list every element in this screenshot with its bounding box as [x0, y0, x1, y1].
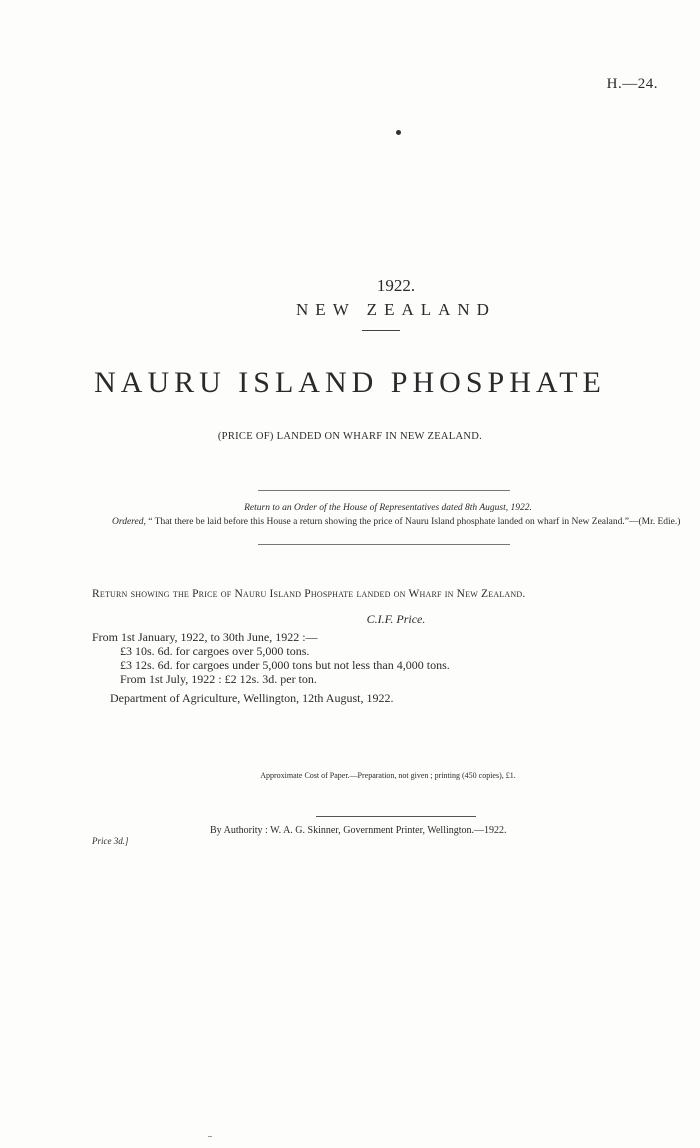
ordered-text: “ That there be laid before this House a return showing the price of Nauru Island phosphate landed on wharf in New Zealand.”—(Mr. Edie.) — [148, 517, 681, 527]
price-lines — [92, 630, 450, 686]
department-line: Department of Agriculture, Wellington, 12th August, 1922. — [110, 691, 394, 705]
cif-price-label: C.I.F. Price. — [366, 612, 426, 626]
title-rule — [362, 330, 400, 331]
year-heading: 1922. — [376, 276, 416, 295]
main-title: NAURU ISLAND PHOSPHATE — [94, 366, 606, 399]
subtitle: (PRICE OF) LANDED ON WHARF IN NEW ZEALAND. — [217, 431, 483, 442]
ordered-label: Ordered, — [112, 517, 146, 527]
price-line: From 1st July, 1922 : £2 12s. 3d. per ton. — [120, 672, 317, 686]
document-reference: H.—24. — [606, 76, 658, 92]
order-top-rule — [258, 490, 510, 491]
price-line: From 1st January, 1922, to 30th June, 1922 :— — [92, 630, 318, 644]
page-mark — [208, 1136, 212, 1137]
printer-authority: By Authority : W. A. G. Skinner, Government Printer, Wellington.—1922. — [210, 825, 507, 836]
price-line: £3 10s. 6d. for cargoes over 5,000 tons. — [120, 644, 310, 658]
order-bottom-rule — [258, 544, 510, 545]
country-heading: NEW ZEALAND — [296, 300, 496, 319]
footer-rule — [316, 816, 476, 817]
cost-of-paper-note: Approximate Cost of Paper.—Preparation, not given ; printing (450 copies), £1. — [260, 771, 516, 780]
printer-dot — [396, 130, 401, 135]
price-note: Price 3d.] — [92, 836, 129, 846]
price-line: £3 12s. 6d. for cargoes under 5,000 tons but not less than 4,000 tons. — [120, 658, 450, 672]
return-to-order-line: Return to an Order of the House of Representatives dated 8th August, 1922. — [244, 503, 532, 513]
return-heading: Return showing the Price of Nauru Island Phosphate landed on Wharf in New Zealand. — [92, 588, 526, 600]
ordered-paragraph — [96, 516, 684, 528]
